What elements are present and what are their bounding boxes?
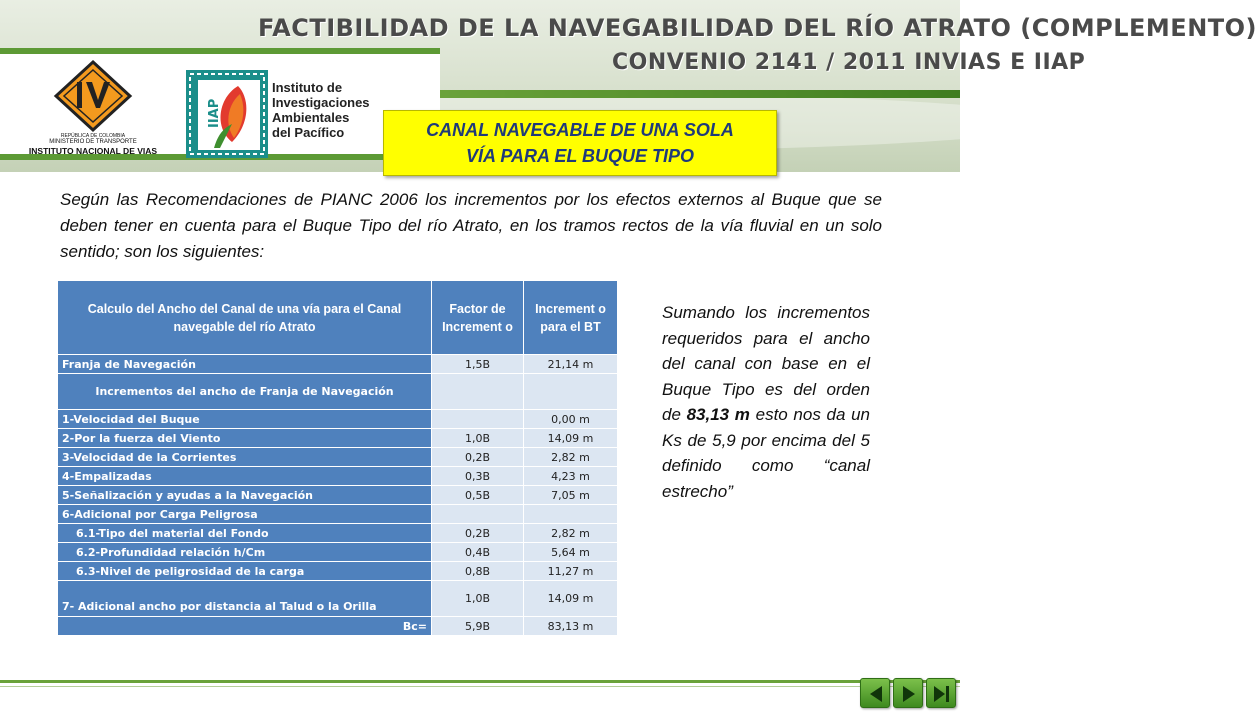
- row-factor: [432, 410, 524, 429]
- row-label: 7- Adicional ancho por distancia al Talud o la Orilla: [58, 581, 432, 617]
- table-row: [58, 467, 618, 486]
- row-value: 2,82 m: [524, 448, 618, 467]
- row-label: 6.2-Profundidad relación h/Cm: [58, 543, 432, 562]
- row-value: [524, 505, 618, 524]
- page-title: FACTIBILIDAD DE LA NAVEGABILIDAD DEL RÍO ATRATO (COMPLEMENTO): [258, 14, 1257, 42]
- row-value: 5,64 m: [524, 543, 618, 562]
- footer-line-thin: [0, 686, 960, 687]
- total-factor: 5,9B: [432, 617, 524, 636]
- row-value: 11,27 m: [524, 562, 618, 581]
- section-title-line-2: VÍA PARA EL BUQUE TIPO: [465, 146, 695, 166]
- row-factor: 0,2B: [432, 448, 524, 467]
- row-factor: 0,2B: [432, 524, 524, 543]
- logo-panel: [0, 48, 440, 160]
- row-value: 0,00 m: [524, 410, 618, 429]
- table-row: [58, 581, 618, 617]
- row-factor: 0,8B: [432, 562, 524, 581]
- arrow-left-icon: [861, 679, 891, 709]
- iiap-line-2: Investigaciones: [272, 95, 370, 110]
- row-label: 2-Por la fuerza del Viento: [58, 429, 432, 448]
- invias-caption-name: INSTITUTO NACIONAL DE VIAS: [28, 146, 158, 156]
- footer-line: [0, 680, 960, 683]
- section-title-box: [383, 110, 777, 176]
- page-subtitle: CONVENIO 2141 / 2011 INVIAS E IIAP: [612, 50, 1086, 75]
- header-accent-stripe: [440, 90, 960, 98]
- row-value: 2,82 m: [524, 524, 618, 543]
- table-row: [58, 355, 618, 374]
- svg-text:IIAP: IIAP: [207, 98, 222, 128]
- row-factor: 1,0B: [432, 429, 524, 448]
- row-label: Franja de Navegación: [58, 355, 432, 374]
- arrow-right-icon: [894, 679, 924, 709]
- iiap-name: [272, 80, 370, 140]
- row-factor: 0,4B: [432, 543, 524, 562]
- table-row: [58, 505, 618, 524]
- table-row: [58, 486, 618, 505]
- row-label: 6-Adicional por Carga Peligrosa: [58, 505, 432, 524]
- iiap-line-1: Instituto de: [272, 80, 343, 95]
- table-row: [58, 448, 618, 467]
- invias-caption-ministry: MINISTERIO DE TRANSPORTE: [49, 139, 137, 145]
- row-label: 6.1-Tipo del material del Fondo: [58, 524, 432, 543]
- invias-logo: [18, 60, 168, 164]
- skip-forward-icon: [927, 679, 957, 709]
- summary-text-2: esto nos da un Ks de 5,9 por encima del 5 definido como “canal estrecho”: [662, 405, 870, 501]
- row-factor: 0,5B: [432, 486, 524, 505]
- row-factor: 0,3B: [432, 467, 524, 486]
- table-row: [58, 410, 618, 429]
- row-value: 21,14 m: [524, 355, 618, 374]
- row-factor: 1,0B: [432, 581, 524, 617]
- intro-paragraph: Según las Recomendaciones de PIANC 2006 los incrementos por los efectos externos al Buque que se deben tener en cuenta para el Buque Tipo del río Atrato, en los tramos rectos de la vía fluvial en un solo sentido; son los siguientes:: [60, 190, 882, 261]
- invias-caption-country: REPÚBLICA DE COLOMBIA: [60, 133, 126, 139]
- total-label: Bc=: [58, 617, 432, 636]
- iiap-line-3: Ambientales: [272, 110, 350, 125]
- row-label: Incrementos del ancho de Franja de Navegación: [58, 374, 432, 410]
- table-row: [58, 524, 618, 543]
- row-value: 14,09 m: [524, 581, 618, 617]
- channel-width-table: [57, 280, 618, 636]
- row-label: 3-Velocidad de la Corrientes: [58, 448, 432, 467]
- forward-button[interactable]: [893, 678, 923, 708]
- row-label: 5-Señalización y ayudas a la Navegación: [58, 486, 432, 505]
- iiap-logo-icon: [184, 68, 270, 160]
- summary-paragraph: [662, 300, 870, 504]
- row-value: 4,23 m: [524, 467, 618, 486]
- back-button[interactable]: [860, 678, 890, 708]
- table-header-increment: Increment o para el BT: [524, 281, 618, 355]
- iiap-line-4: del Pacífico: [272, 125, 345, 140]
- row-label: 1-Velocidad del Buque: [58, 410, 432, 429]
- iiap-logo: [184, 68, 270, 160]
- last-slide-button[interactable]: [926, 678, 956, 708]
- table-row: [58, 429, 618, 448]
- summary-highlight: 83,13 m: [686, 405, 750, 424]
- row-factor: 1,5B: [432, 355, 524, 374]
- summary-text-1: Sumando los incrementos requeridos para el ancho del canal con base en el Buque Tipo es del orden de: [662, 303, 870, 424]
- table-header-factor: Factor de Increment o: [432, 281, 524, 355]
- footer-bar: [0, 672, 960, 720]
- row-value: 7,05 m: [524, 486, 618, 505]
- total-value: 83,13 m: [524, 617, 618, 636]
- table-row: [58, 562, 618, 581]
- row-label: 4-Empalizadas: [58, 467, 432, 486]
- table-row: [58, 374, 618, 410]
- row-factor: [432, 374, 524, 410]
- row-label: 6.3-Nivel de peligrosidad de la carga: [58, 562, 432, 581]
- table-header-concept: Calculo del Ancho del Canal de una vía para el Canal navegable del río Atrato: [58, 281, 432, 355]
- invias-logo-icon: [18, 60, 168, 132]
- row-value: 14,09 m: [524, 429, 618, 448]
- table-total-row: [58, 617, 618, 636]
- section-title-line-1: CANAL NAVEGABLE DE UNA SOLA: [426, 120, 734, 140]
- row-value: [524, 374, 618, 410]
- row-factor: [432, 505, 524, 524]
- table-row: [58, 543, 618, 562]
